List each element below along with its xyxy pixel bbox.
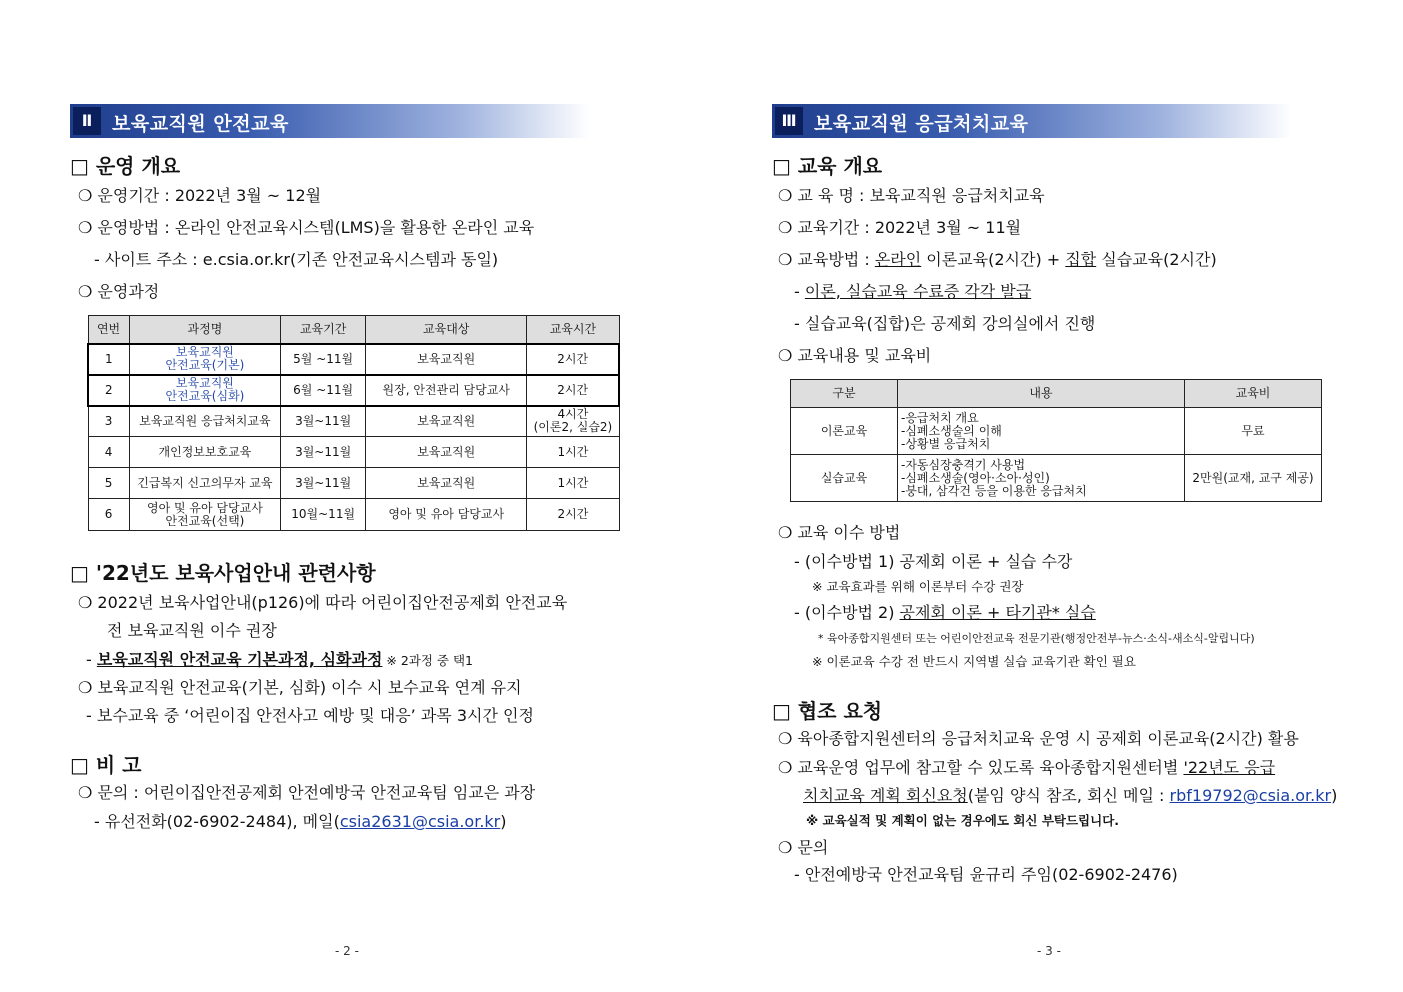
table-cell: 보육교직원 응급처치교육: [129, 406, 281, 437]
table-cell: 보육교직원 안전교육(심화): [129, 375, 281, 406]
text: 이론교육(2시간) +: [921, 250, 1066, 269]
table-header: 연번: [88, 316, 129, 344]
email-link[interactable]: csia2631@csia.or.kr: [339, 812, 501, 831]
table-cell: 3월~11월: [281, 406, 366, 437]
para-method: ❍ 운영방법 : 온라인 안전교육시스템(LMS)을 활용한 온라인 교육: [78, 218, 535, 237]
table-row: [791, 455, 1322, 502]
note-check-institution: ※ 이론교육 수강 전 반드시 지역별 실습 교육기관 확인 필요: [812, 654, 1136, 669]
online-text: 온라인: [874, 250, 922, 269]
page-number: - 3 -: [1037, 944, 1061, 958]
table-cell: 3월~11월: [281, 437, 366, 468]
table-row: [88, 437, 619, 468]
note: ※ 2과정 중 택1: [382, 653, 473, 668]
para-site: - 사이트 주소 : e.csia.or.kr(기존 안전교육시스템과 동일): [94, 250, 499, 269]
table-cell: 3월~11월: [281, 468, 366, 499]
table-cell: -응급처치 개요 -심폐소생술의 이해 -상황별 응급처치: [898, 408, 1185, 455]
table-cell: 이론교육: [791, 408, 898, 455]
note-reply: ※ 교육실적 및 계획이 없는 경우에도 회신 부탁드립니다.: [806, 813, 1120, 828]
section-banner: [70, 104, 590, 138]
table-cell: 6월 ~11월: [281, 375, 366, 406]
table-cell: 10월~11월: [281, 499, 366, 531]
heading-request: □ 협조 요청: [772, 699, 883, 723]
text: (붙임 양식 참조, 회신 메일 :: [967, 786, 1170, 805]
table-cell: 영아 및 유아 담당교사: [366, 499, 527, 531]
table-cell: 보육교직원: [366, 406, 527, 437]
table-cell: 1: [88, 344, 129, 375]
heading-guide: □ '22년도 보육사업안내 관련사항: [70, 561, 376, 585]
plan-text: 치치교육 계획 회신요청: [803, 786, 968, 805]
para-guide-cont: 전 보육교직원 이수 권장: [107, 621, 277, 640]
table-cell: 5: [88, 468, 129, 499]
section-number: Ⅲ: [775, 107, 803, 135]
table-row: [88, 375, 619, 406]
para-basic-advanced: [86, 647, 473, 670]
text: ❍ 교육운영 업무에 참고할 수 있도록 육아종합지원센터별: [778, 758, 1184, 777]
para-plan-request-cont: [803, 783, 1337, 806]
para-contact-person: - 안전예방국 안전교육팀 윤규리 주임(02-6902-2476): [794, 865, 1178, 884]
right-page: [772, 0, 1342, 992]
para-course-name: ❍ 교 육 명 : 보육교직원 응급처치교육: [778, 186, 1045, 205]
table-cell: 긴급복지 신고의무자 교육: [129, 468, 281, 499]
course-emphasis: 보육교직원 안전교육 기본과정, 심화과정: [96, 650, 383, 669]
table-row: [88, 406, 619, 437]
para-course: ❍ 운영과정: [78, 282, 160, 301]
table-cell: -자동심장충격기 사용법 -심폐소생술(영아·소아·성인) -붕대, 삼각건 등을 이용한 응급처치: [898, 455, 1185, 502]
section-number: Ⅱ: [73, 107, 101, 135]
table-row: [88, 468, 619, 499]
para-phone-email: [94, 809, 507, 832]
para-use-theory: ❍ 육아종합지원센터의 응급처치교육 운영 시 공제회 이론교육(2시간) 활용: [778, 729, 1299, 748]
para-venue: - 실습교육(집합)은 공제회 강의실에서 진행: [794, 314, 1096, 333]
para-contact: ❍ 문의: [778, 838, 829, 857]
para-period: ❍ 교육기간 : 2022년 3월 ~ 11월: [778, 218, 1022, 237]
table-cell: 보육교직원: [366, 437, 527, 468]
heading-overview: □ 교육 개요: [772, 154, 883, 178]
section-title: 보육교직원 응급처치교육: [814, 113, 1029, 135]
plan-text: '22년도 응급: [1183, 758, 1276, 777]
table-cell: 2시간: [527, 499, 619, 531]
table-cell: 1시간: [527, 468, 619, 499]
para-period: ❍ 운영기간 : 2022년 3월 ~ 12월: [78, 186, 322, 205]
table-header: 교육시간: [527, 316, 619, 344]
table-cell: 무료: [1185, 408, 1322, 455]
page-number: - 2 -: [335, 944, 359, 958]
certificate-text: 이론, 실습교육 수료증 각각 발급: [804, 282, 1032, 301]
method-2-text: 공제회 이론 + 타기관* 실습: [899, 603, 1096, 622]
table-header: 교육기간: [281, 316, 366, 344]
course-table: [87, 315, 620, 531]
table-cell: 2: [88, 375, 129, 406]
section-banner: [772, 104, 1292, 138]
table-cell: 원장, 안전관리 담당교사: [366, 375, 527, 406]
table-cell: 2만원(교재, 교구 제공): [1185, 455, 1322, 502]
para-plan-request: [778, 755, 1275, 778]
table-cell: 2시간: [527, 344, 619, 375]
table-cell: 5월 ~11월: [281, 344, 366, 375]
table-row: [88, 499, 619, 531]
table-header-row: [88, 316, 619, 344]
text: 실습교육(2시간): [1096, 250, 1217, 269]
table-cell: 보육교직원 안전교육(기본): [129, 344, 281, 375]
table-row: [791, 408, 1322, 455]
paren: ): [500, 812, 507, 831]
heading-overview: □ 운영 개요: [70, 154, 181, 178]
para-refresher: ❍ 보육교직원 안전교육(기본, 심화) 이수 시 보수교육 연계 유지: [78, 678, 522, 697]
email-link[interactable]: rbf19792@csia.or.kr: [1169, 786, 1332, 805]
note-other-institution: * 육아종합지원센터 또는 어린이안전교육 전문기관(행정안전부-뉴스·소식-새소식-알립니다): [818, 632, 1255, 645]
para-method: [778, 247, 1217, 270]
table-header: 교육대상: [366, 316, 527, 344]
para-content-fee: ❍ 교육내용 및 교육비: [778, 346, 932, 365]
dash: -: [86, 650, 97, 669]
section-title: 보육교직원 안전교육: [112, 113, 289, 135]
table-header: 교육비: [1185, 380, 1322, 408]
table-header: 과정명: [129, 316, 281, 344]
table-header: 내용: [898, 380, 1185, 408]
dash: -: [794, 282, 805, 301]
table-header-row: [791, 380, 1322, 408]
para-method-2: [794, 600, 1096, 623]
para-certificate: [794, 279, 1031, 302]
left-page: [70, 0, 630, 992]
table-cell: 4시간 (이론2, 실습2): [527, 406, 619, 437]
para-completion: ❍ 교육 이수 방법: [778, 523, 901, 542]
table-cell: 실습교육: [791, 455, 898, 502]
content-table: [790, 379, 1322, 502]
table-cell: 개인정보보호교육: [129, 437, 281, 468]
table-cell: 2시간: [527, 375, 619, 406]
table-cell: 보육교직원: [366, 468, 527, 499]
table-cell: 4: [88, 437, 129, 468]
note-method-1: ※ 교육효과를 위해 이론부터 수강 권장: [812, 579, 1024, 594]
phone-text: - 유선전화(02-6902-2484), 메일(: [94, 812, 340, 831]
table-cell: 1시간: [527, 437, 619, 468]
para-guide: ❍ 2022년 보육사업안내(p126)에 따라 어린이집안전공제회 안전교육: [78, 593, 568, 612]
para-contact: ❍ 문의 : 어린이집안전공제회 안전예방국 안전교육팀 임교은 과장: [78, 783, 536, 802]
text: ❍ 교육방법 :: [778, 250, 875, 269]
table-cell: 6: [88, 499, 129, 531]
paren: ): [1331, 786, 1338, 805]
table-cell: 영아 및 유아 담당교사 안전교육(선택): [129, 499, 281, 531]
para-refresher-credit: - 보수교육 중 ‘어린이집 안전사고 예방 및 대응’ 과목 3시간 인정: [86, 706, 534, 725]
table-cell: 보육교직원: [366, 344, 527, 375]
heading-remarks: □ 비 고: [70, 753, 142, 777]
table-cell: 3: [88, 406, 129, 437]
table-row: [88, 344, 619, 375]
para-method-1: - (이수방법 1) 공제회 이론 + 실습 수강: [794, 552, 1073, 571]
group-text: 집합: [1065, 250, 1097, 269]
table-header: 구분: [791, 380, 898, 408]
text: - (이수방법 2): [794, 603, 900, 622]
